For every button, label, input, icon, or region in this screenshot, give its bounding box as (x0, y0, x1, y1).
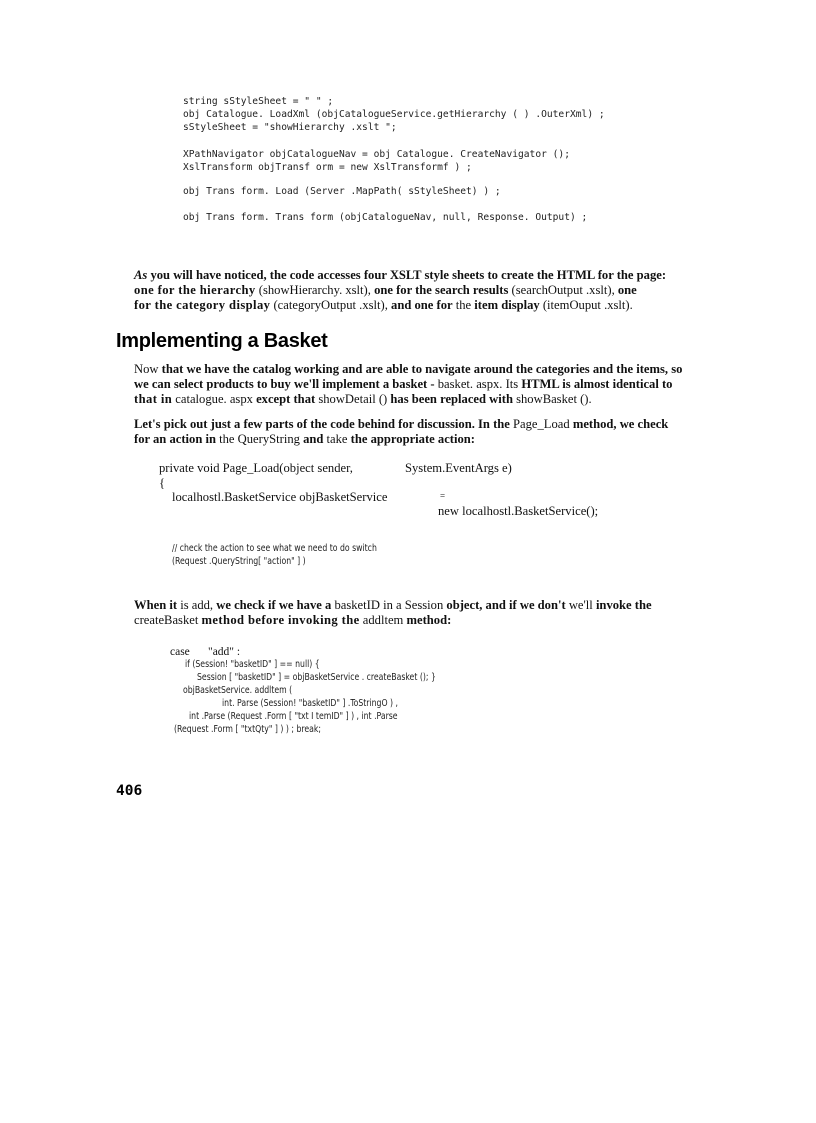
code-line: obj Catalogue. LoadXml (objCatalogueService.getHierarchy ( ) .OuterXml) ; (183, 109, 605, 120)
paragraph-line: we can select products to buy we'll implement a basket - basket. aspx. Its HTML is almost identical to (134, 377, 673, 391)
section-heading: Implementing a Basket (116, 330, 328, 352)
code-line: new localhostl.BasketService(); (438, 504, 599, 518)
paragraph-line: createBasket method before invoking the addltem method: (134, 613, 452, 627)
paragraph-line: Let's pick out just a few parts of the code behind for discussion. In the Page_Load method, we check (134, 417, 669, 431)
code-line: System.EventArgs e) (405, 461, 512, 475)
code-comment: // check the action to see what we need to do switch (172, 543, 377, 554)
code-line: obj Trans form. Load (Server .MapPath( sStyleSheet) ) ; (183, 186, 501, 197)
code-line: string sStyleSheet = " " ; (183, 96, 334, 107)
code-line: (Request .QueryString[ "action" ] ) (172, 556, 306, 567)
paragraph-line: that in catalogue. aspx except that showDetail () has been replaced with showBasket (). (134, 392, 592, 406)
code-line: = (440, 491, 446, 501)
code-line: "add" : (208, 646, 241, 658)
code-line: XslTransform objTransf orm = new XslTransformf ) ; (183, 162, 472, 173)
code-line: sStyleSheet = "showHierarchy .xslt "; (183, 122, 397, 133)
paragraph-line: for an action in the QueryString and take the appropriate action: (134, 432, 475, 446)
code-line: objBasketService. addltem ( (183, 685, 293, 696)
paragraph-line: one for the hierarchy (showHierarchy. xslt), one for the search results (searchOutput .xslt), one (134, 283, 637, 297)
code-keyword: case (170, 646, 190, 658)
code-line: private void Page_Load(object sender, (159, 461, 353, 475)
code-line: int .Parse (Request .Form [ "txt I temID" ] ) , int .Parse (189, 711, 398, 722)
code-line: XPathNavigator objCatalogueNav = obj Catalogue. CreateNavigator (); (183, 149, 570, 160)
paragraph-line: for the category display (categoryOutput .xslt), and one for the item display (itemOuput .xslt). (134, 298, 633, 312)
code-line: obj Trans form. Trans form (objCatalogueNav, null, Response. Output) ; (183, 212, 588, 223)
code-line: int. Parse (Session! "basketID" ] .ToStringO ) , (222, 698, 399, 709)
paragraph-line: As you will have noticed, the code accesses four XSLT style sheets to create the HTML for the page: (134, 268, 667, 282)
page-number: 406 (116, 783, 143, 799)
code-line: localhostl.BasketService objBasketService (172, 490, 388, 504)
paragraph-line: Now that we have the catalog working and are able to navigate around the categories and the items, so (134, 362, 683, 376)
paragraph-line: When it is add, we check if we have a basketID in a Session object, and if we don't we'll invoke the (134, 598, 652, 612)
code-line: if (Session! "basketID" ] == null) { (185, 659, 320, 670)
code-line: Session [ "basketID" ] = objBasketService . createBasket (); } (197, 672, 436, 683)
code-line: { (159, 476, 166, 490)
code-line: (Request .Form [ "txtQty" ] ) ) ; break; (174, 724, 322, 735)
